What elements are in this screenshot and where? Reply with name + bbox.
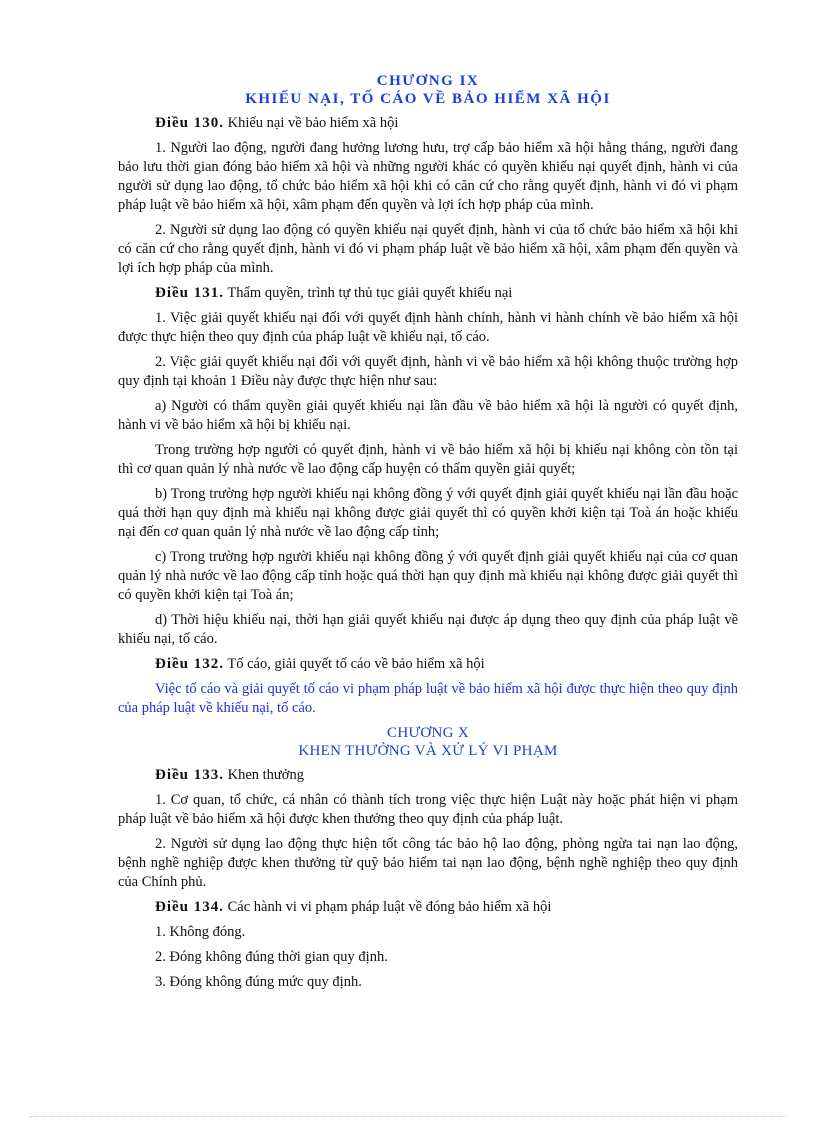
article-number: Điều 133. xyxy=(155,767,224,783)
paragraph: Trong trường hợp người có quyết định, hành vi về bảo hiểm xã hội bị khiếu nại không còn tồn tại thì cơ quan quản lý nhà nước về lao động cấp huyện có thẩm quyền giải quyết; xyxy=(118,442,738,477)
paragraph: 1. Cơ quan, tổ chức, cá nhân có thành tích trong việc thực hiện Luật này hoặc phát hiện vi phạm pháp luật về bảo hiểm xã hội được khen thưởng theo quy định của pháp luật. xyxy=(118,792,738,827)
chapter-title: KHEN THƯỞNG VÀ XỬ LÝ VI PHẠM xyxy=(298,743,558,759)
article-number: Điều 132. xyxy=(155,656,224,672)
article-title: Khen thưởng xyxy=(227,767,304,783)
article-title: Khiếu nại về bảo hiểm xã hội xyxy=(227,115,399,131)
article-number: Điều 130. xyxy=(155,115,224,131)
article-title: Các hành vi vi phạm pháp luật về đóng bảo hiểm xã hội xyxy=(227,899,552,915)
article-heading xyxy=(118,766,738,785)
article-number: Điều 131. xyxy=(155,285,224,301)
chapter-title: KHIẾU NẠI, TỐ CÁO VỀ BẢO HIỂM XÃ HỘI xyxy=(245,91,611,107)
paragraph: d) Thời hiệu khiếu nại, thời hạn giải quyết khiếu nại được áp dụng theo quy định của pháp luật về khiếu nại, tố cáo. xyxy=(118,612,738,647)
chapter-heading xyxy=(118,72,738,108)
paragraph: Việc tố cáo và giải quyết tố cáo vi phạm pháp luật về bảo hiểm xã hội được thực hiện theo quy định của pháp luật về khiếu nại, tố cáo. xyxy=(118,681,738,716)
document-page xyxy=(118,72,738,998)
list-item: 2. Đóng không đúng thời gian quy định. xyxy=(155,949,388,965)
paragraph: a) Người có thẩm quyền giải quyết khiếu nại lần đầu về bảo hiểm xã hội là người có quyết định, hành vi về bảo hiểm xã hội bị khiếu nại. xyxy=(118,398,738,433)
article-number: Điều 134. xyxy=(155,899,224,915)
article-heading xyxy=(118,114,738,133)
paragraph: 2. Việc giải quyết khiếu nại đối với quyết định, hành vi về bảo hiểm xã hội không thuộc trường hợp quy định tại khoản 1 Điều này được thực hiện như sau: xyxy=(118,354,738,389)
article-title: Tố cáo, giải quyết tố cáo về bảo hiểm xã hội xyxy=(227,656,485,672)
article-heading xyxy=(118,898,738,917)
list-item: 1. Không đóng. xyxy=(155,924,246,940)
paragraph: 2. Người sử dụng lao động có quyền khiếu nại quyết định, hành vi của tổ chức bảo hiểm xã hội khi có căn cứ cho rằng quyết định, hành vi đó vi phạm pháp luật về bảo hiểm xã hội, xâm phạm đến quyền và lợi ích hợp pháp của mình. xyxy=(118,222,738,276)
paragraph: 1. Người lao động, người đang hưởng lương hưu, trợ cấp bảo hiểm xã hội hằng tháng, người đang bảo lưu thời gian đóng bảo hiểm xã hội và những người khác có quyền khiếu nại quyết định, hành vi của người sử dụng lao động, tổ chức bảo hiểm xã hội khi có căn cứ cho rằng quyết định, hành vi đó vi phạm pháp luật về bảo hiểm xã hội, xâm phạm đến quyền và lợi ích hợp pháp của mình. xyxy=(118,140,738,213)
paragraph: c) Trong trường hợp người khiếu nại không đồng ý với quyết định giải quyết khiếu nại của cơ quan quản lý nhà nước về lao động cấp tỉnh hoặc quá thời hạn quy định mà khiếu nại không được giải quyết thì có quyền khởi kiện tại Toà án; xyxy=(118,549,738,603)
list-item: 3. Đóng không đúng mức quy định. xyxy=(155,974,362,990)
article-heading xyxy=(118,655,738,674)
chapter-heading xyxy=(118,724,738,760)
article-title: Thẩm quyền, trình tự thủ tục giải quyết khiếu nại xyxy=(227,285,513,301)
paragraph: b) Trong trường hợp người khiếu nại không đồng ý với quyết định giải quyết khiếu nại lần đầu hoặc quá thời hạn quy định mà khiếu nại không được giải quyết thì có quyền khởi kiện tại Toà án hoặc khiếu nại đến cơ quan quản lý nhà nước về lao động cấp tỉnh; xyxy=(118,486,738,540)
page-bottom-divider xyxy=(30,1116,786,1117)
paragraph: 1. Việc giải quyết khiếu nại đối với quyết định hành chính, hành vi hành chính về bảo hiểm xã hội được thực hiện theo quy định của pháp luật về khiếu nại, tố cáo. xyxy=(118,310,738,345)
chapter-number: CHƯƠNG IX xyxy=(376,73,480,89)
chapter-number: CHƯƠNG X xyxy=(387,725,469,741)
paragraph: 2. Người sử dụng lao động thực hiện tốt công tác bảo hộ lao động, phòng ngừa tai nạn lao động, bệnh nghề nghiệp được khen thưởng từ quỹ bảo hiểm tai nạn lao động, bệnh nghề nghiệp theo quy định của Chính phủ. xyxy=(118,836,738,890)
article-heading xyxy=(118,284,738,303)
